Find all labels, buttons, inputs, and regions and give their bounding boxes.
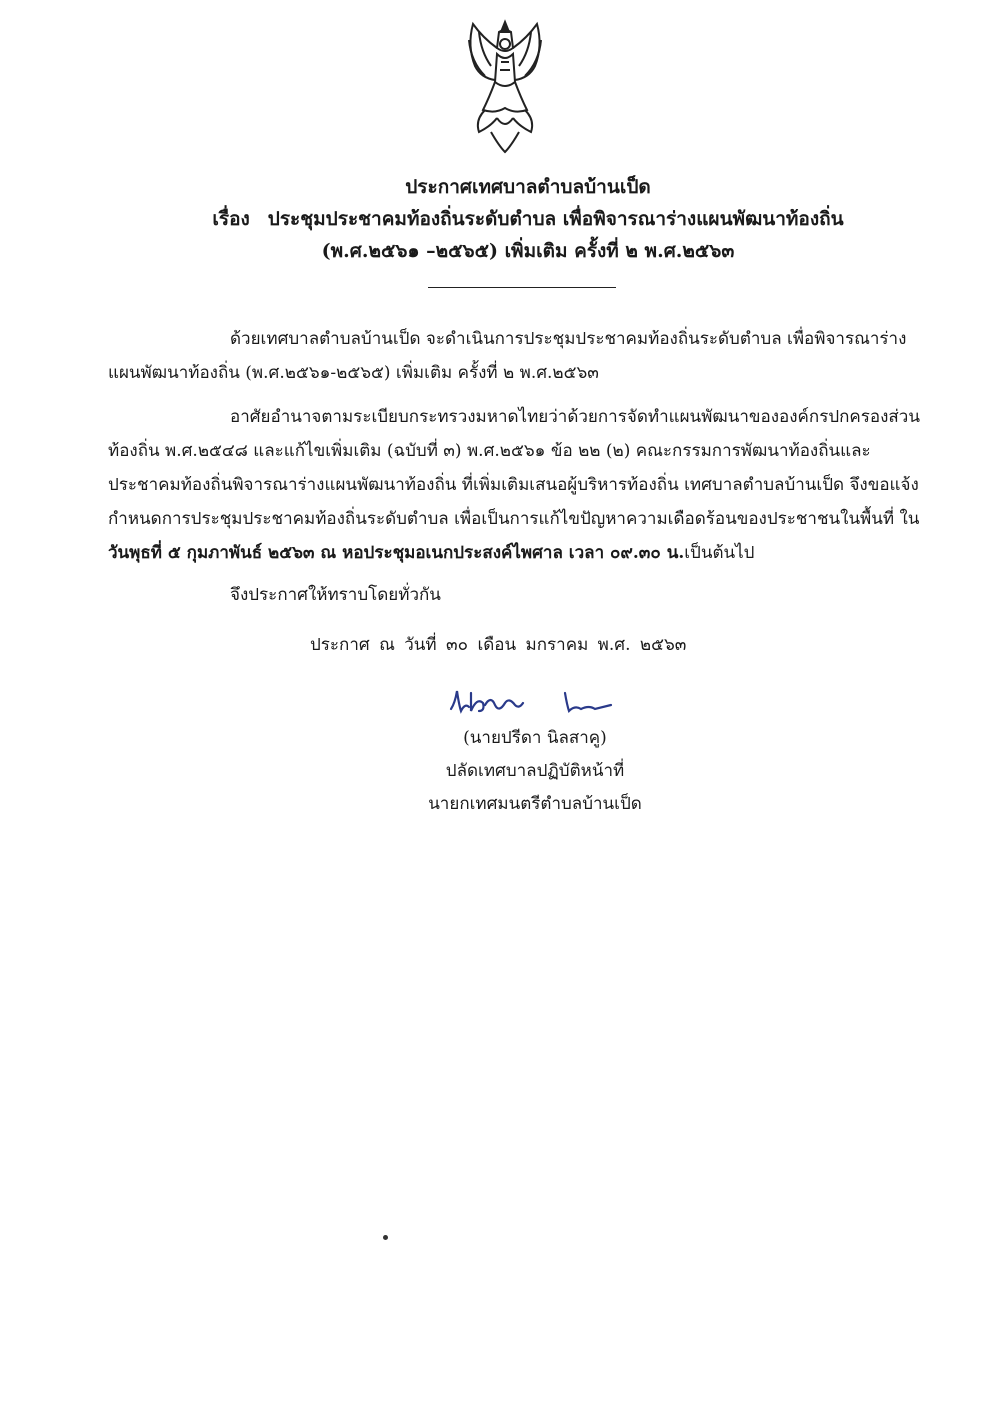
paragraph-authority xyxy=(108,400,946,570)
paragraph-line: อาศัยอำนาจตามระเบียบกระทรวงมหาดไทยว่าด้วยการจัดทำแผนพัฒนาขององค์กรปกครองส่วน xyxy=(230,407,920,427)
paragraph-intro xyxy=(108,322,946,390)
subject-line xyxy=(28,204,1000,234)
announcement-date: ประกาศ ณ วันที่ ๓๐ เดือน มกราคม พ.ศ. ๒๕๖๓ xyxy=(310,635,687,655)
scan-speck xyxy=(383,1235,388,1240)
signatory-title: นายกเทศมนตรีตำบลบ้านเป็ด xyxy=(428,794,642,814)
subject-label: เรื่อง xyxy=(212,208,250,230)
announcement-title: ประกาศเทศบาลตำบลบ้านเป็ด xyxy=(405,176,651,198)
subject-text: ประชุมประชาคมท้องถิ่นระดับตำบล เพื่อพิจารณาร่างแผนพัฒนาท้องถิ่น xyxy=(267,208,844,230)
meeting-details-line xyxy=(108,536,946,570)
header-divider xyxy=(428,287,616,288)
signatory-name: (นายปรีดา นิลสาคู) xyxy=(463,728,607,748)
paragraph-line: ท้องถิ่น พ.ศ.๒๕๔๘ และแก้ไขเพิ่มเติม (ฉบับที่ ๓) พ.ศ.๒๕๖๑ ข้อ ๒๒ (๒) คณะกรรมการพัฒนาท้องถิ่นและ xyxy=(108,441,871,461)
paragraph-line: กำหนดการประชุมประชาคมท้องถิ่นระดับตำบล เพื่อเป็นการแก้ไขปัญหาความเดือดร้อนของประชาชนในพื้นที่ ใน xyxy=(108,509,920,529)
closing-statement: จึงประกาศให้ทราบโดยทั่วกัน xyxy=(230,585,441,605)
subject-period: (พ.ศ.๒๕๖๑ –๒๕๖๕) เพิ่มเติม ครั้งที่ ๒ พ.ศ.๒๕๖๓ xyxy=(321,240,735,262)
paragraph-line: แผนพัฒนาท้องถิ่น (พ.ศ.๒๕๖๑-๒๕๖๕) เพิ่มเติม ครั้งที่ ๒ พ.ศ.๒๕๖๓ xyxy=(108,363,599,383)
meeting-details: วันพุธที่ ๕ กุมภาพันธ์ ๒๕๖๓ ณ หอประชุมอเนกประสงค์ไพศาล เวลา ๐๙.๓๐ น. xyxy=(108,543,685,563)
meeting-details-suffix: เป็นต้นไป xyxy=(684,543,755,563)
paragraph-line: ด้วยเทศบาลตำบลบ้านเป็ด จะดำเนินการประชุมประชาคมท้องถิ่นระดับตำบล เพื่อพิจารณาร่าง xyxy=(230,329,907,349)
handwritten-signature xyxy=(445,683,625,725)
signatory-position: ปลัดเทศบาลปฏิบัติหน้าที่ xyxy=(445,761,625,781)
paragraph-line: ประชาคมท้องถิ่นพิจารณาร่างแผนพัฒนาท้องถิ่น ที่เพิ่มเติมเสนอผู้บริหารท้องถิ่น เทศบาลตำบลบ้านเป็ด จึงขอแจ้ง xyxy=(108,475,919,495)
garuda-emblem xyxy=(455,18,555,158)
